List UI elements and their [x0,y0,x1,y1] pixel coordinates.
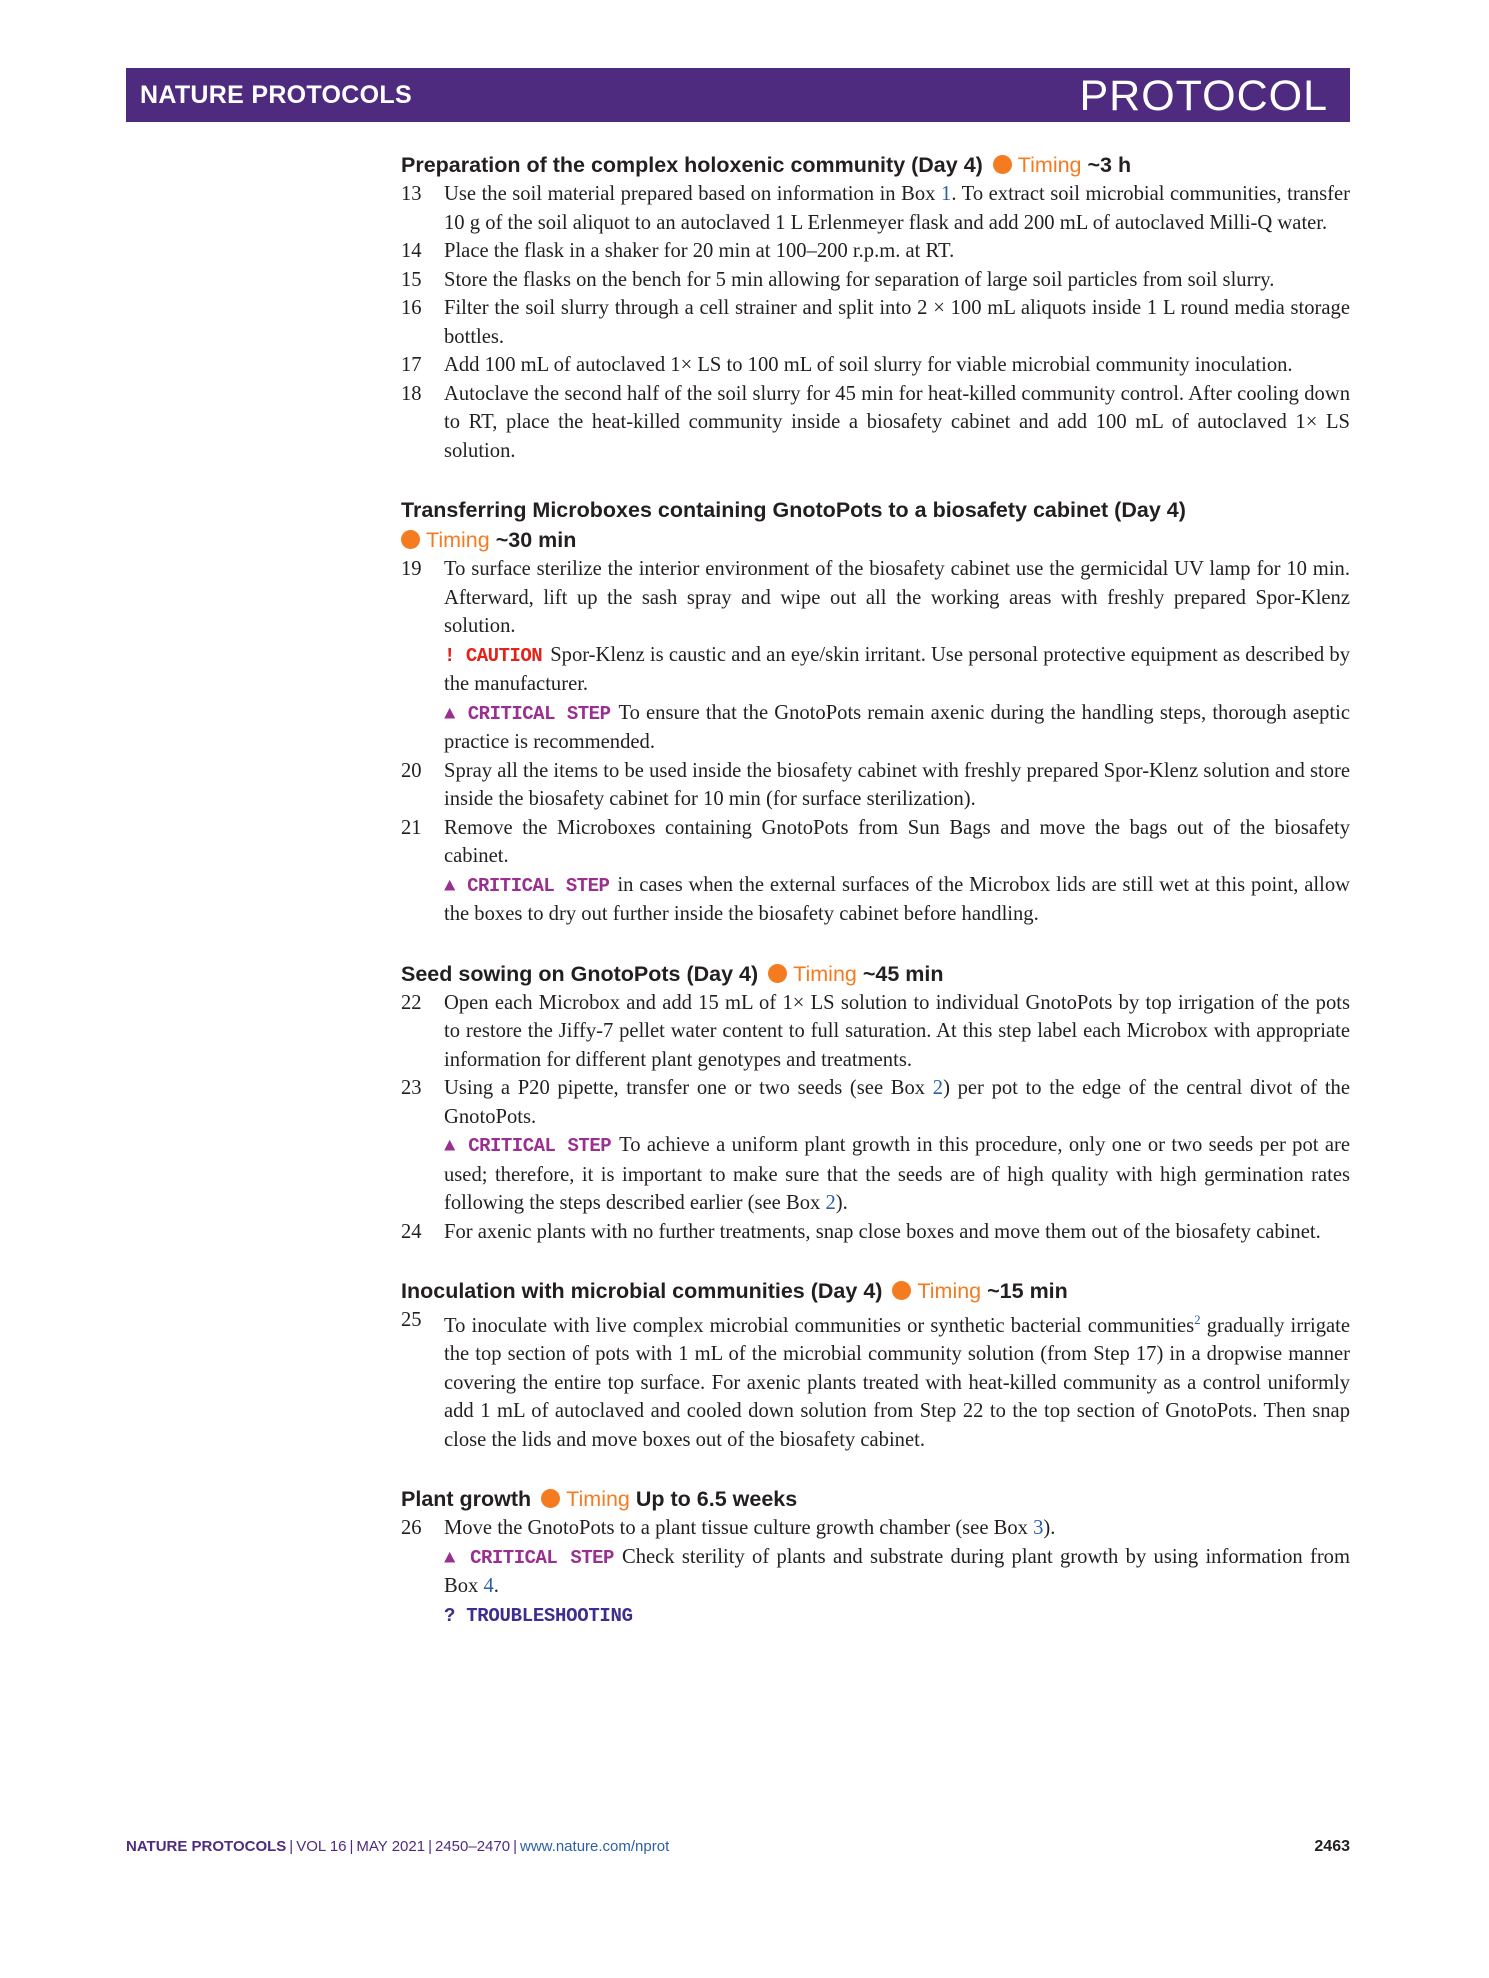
step-20 [401,757,1350,814]
article-type: PROTOCOL [1079,72,1328,120]
step-number: 19 [401,558,422,580]
timing-value: ~15 min [987,1279,1068,1303]
step-text: Spray all the items to be used inside the biosafety cabinet with freshly prepared Spor-Klenz solution and store inside the biosafety cabinet for 10 min (for surface sterilization). [444,759,1350,810]
header-banner [126,68,1350,122]
step-19 [401,555,1350,757]
step-17 [401,351,1350,380]
critical-step-label: ▲ CRITICAL STEP [444,702,611,725]
critical-step-label: ▲ CRITICAL STEP [444,1546,614,1569]
step-number: 17 [401,354,422,376]
footer-pages: 2450–2470 [435,1838,511,1855]
section-title: Seed sowing on GnotoPots (Day 4) [401,961,759,986]
troubleshooting-link[interactable]: ? TROUBLESHOOTING [444,1604,633,1627]
section-heading [401,1276,1350,1306]
footer-separator: | [428,1838,432,1855]
timing-dot-icon [541,1489,560,1508]
step-number: 15 [401,268,422,291]
critical-step-text: ). [835,1192,848,1214]
box-ref-link[interactable]: 2 [825,1192,836,1214]
step-text: Use the soil material prepared based on information in Box [444,183,942,205]
footer-separator: | [289,1838,294,1855]
step-text: Open each Microbox and add 15 mL of 1× LS solution to individual GnotoPots by top irrigation of the pots to restore the Jiffy-7 pellet water content to full saturation. At this step label each Microbox with appropriate information for different plant genotypes and treatments. [444,991,1350,1071]
step-number: 23 [401,1077,422,1099]
timing-label: Timing [1017,153,1082,177]
section-seed-sowing [401,959,1350,1247]
box-ref-link[interactable]: 4 [483,1575,494,1598]
critical-step-text: . [493,1575,499,1598]
step-text: gradually irrigate the top section of pots with 1 mL of the microbial community solution (from Step 17) in a dropwise manner covering the entire top surface. For axenic plants treated with heat-killed community as a control uniformly add 1 mL of autoclaved and cooled down solution from Step 22 to the top section of GnotoPots. Then snap close the lids and move boxes out of the biosafety cabinet. [444,1314,1350,1451]
step-text: Remove the Microboxes containing GnotoPots from Sun Bags and move the bags out of the biosafety cabinet. [444,816,1350,867]
section-holoxenic-prep [401,150,1350,465]
step-number: 20 [401,759,422,782]
box-ref-link[interactable]: 1 [941,183,952,205]
step-text: Add 100 mL of autoclaved 1× LS to 100 mL of soil slurry for viable microbial community inoculation. [444,354,1293,376]
step-text: . To extract soil microbial communities, transfer 10 g of the soil aliquot to an autoclaved 1 L Erlenmeyer flask and add 200 mL of autoclaved Milli-Q water. [444,183,1350,234]
critical-step-label: ▲ CRITICAL STEP [444,1135,612,1157]
step-text: Place the flask in a shaker for 20 min at 100–200 r.p.m. at RT. [444,240,955,262]
step-number: 16 [401,297,422,319]
footer-volume: VOL 16 [296,1838,347,1855]
timing-label: Timing [426,528,490,552]
critical-step-label: ▲ CRITICAL STEP [444,874,610,897]
section-title: Preparation of the complex holoxenic community (Day 4) [401,153,983,177]
timing-value: ~3 h [1087,153,1132,177]
step-26 [401,1514,1350,1630]
step-number: 21 [401,816,422,839]
footer-journal: NATURE PROTOCOLS [126,1838,287,1855]
footer-separator: | [349,1838,354,1855]
step-text: To surface sterilize the interior environment of the biosafety cabinet use the germicidal UV lamp for 10 min. Afterward, lift up the sash spray and wipe out all the working areas with freshly prepared Spor-Klenz solution. [444,558,1350,637]
step-14 [401,237,1350,266]
timing-label: Timing [566,1487,630,1512]
footer-url-link[interactable]: www.nature.com/nprot [520,1838,670,1855]
footer-date: MAY 2021 [356,1838,426,1855]
citation-ref-link[interactable]: 2 [1194,1312,1201,1327]
journal-name: NATURE PROTOCOLS [140,81,412,109]
step-text: ). [1043,1517,1056,1540]
step-21 [401,814,1350,929]
critical-step-text: in cases when the external surfaces of the Microbox lids are still wet at this point, allow the boxes to dry out further inside the biosafety cabinet before handling. [444,873,1350,925]
caution-text: Spor-Klenz is caustic and an eye/skin irritant. Use personal protective equipment as described by the manufacturer. [444,643,1350,695]
step-number: 24 [401,1220,422,1243]
timing-label: Timing [917,1279,982,1303]
section-heading [401,150,1350,180]
page-number: 2463 [1314,1838,1350,1855]
step-number: 26 [401,1517,422,1540]
section-title: Inoculation with microbial communities (Day 4) [401,1279,883,1303]
step-23 [401,1074,1350,1218]
timing-dot-icon [768,964,787,983]
box-ref-link[interactable]: 3 [1033,1517,1044,1540]
step-text: Using a P20 pipette, transfer one or two seeds (see Box [444,1077,933,1099]
page-footer [126,1838,1350,1855]
section-heading [401,495,1350,555]
critical-step-text: To ensure that the GnotoPots remain axenic during the handling steps, thorough aseptic practice is recommended. [444,701,1350,753]
step-text: Store the flasks on the bench for 5 min allowing for separation of large soil particles from soil slurry. [444,268,1275,291]
timing-dot-icon [892,1281,911,1300]
timing-dot-icon [993,155,1012,174]
step-16 [401,294,1350,351]
step-22 [401,989,1350,1075]
step-number: 22 [401,991,422,1014]
timing-value: ~45 min [862,961,944,986]
step-text: Autoclave the second half of the soil slurry for 45 min for heat-killed community control. After cooling down to RT, place the heat-killed community inside a biosafety cabinet and add 100 mL of autoclaved 1× LS solution. [444,382,1350,462]
critical-step-text: Check sterility of plants and substrate during plant growth by using information from Box [444,1545,1350,1598]
section-heading [401,1484,1350,1514]
step-18 [401,380,1350,466]
step-text: Move the GnotoPots to a plant tissue culture growth chamber (see Box [444,1517,1034,1540]
step-24 [401,1218,1350,1247]
timing-label: Timing [793,961,857,986]
timing-value: ~30 min [495,528,577,552]
timing-value: Up to 6.5 weeks [635,1487,798,1512]
caution-label: ! CAUTION [444,644,543,667]
section-inoculation [401,1276,1350,1454]
timing-dot-icon [401,530,420,549]
step-25 [401,1306,1350,1454]
section-title: Transferring Microboxes containing GnotoPots to a biosafety cabinet (Day 4) [401,498,1186,522]
step-number: 18 [401,382,422,405]
section-plant-growth [401,1484,1350,1630]
step-15 [401,266,1350,295]
main-content [401,150,1350,1660]
step-text: To inoculate with live complex microbial communities or synthetic bacterial communities [444,1314,1195,1337]
section-transfer-microboxes [401,495,1350,929]
section-title: Plant growth [401,1487,532,1512]
step-number: 25 [401,1309,422,1331]
step-number: 14 [401,240,422,262]
step-text: Filter the soil slurry through a cell strainer and split into 2 × 100 mL aliquots inside 1 L round media storage bottles. [444,297,1350,348]
footer-separator: | [513,1838,517,1855]
step-13 [401,180,1350,237]
step-number: 13 [401,183,422,205]
step-text: For axenic plants with no further treatments, snap close boxes and move them out of the biosafety cabinet. [444,1220,1321,1243]
step-text: ) per pot to the edge of the central divot of the GnotoPots. [444,1077,1350,1128]
section-heading [401,959,1350,989]
box-ref-link[interactable]: 2 [932,1077,944,1099]
critical-step-text: To achieve a uniform plant growth in this procedure, only one or two seeds per pot are used; therefore, it is important to make sure that the seeds are of high quality with high germination rates following the steps described earlier (see Box [444,1134,1350,1214]
